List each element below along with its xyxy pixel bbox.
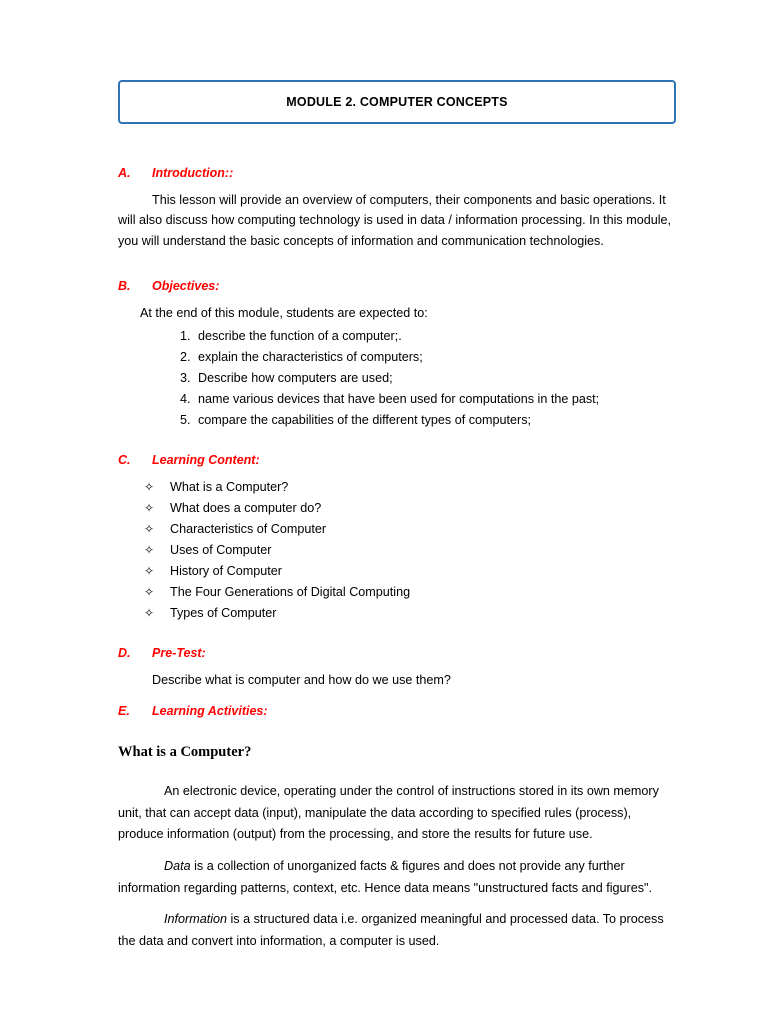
list-item-label: History of Computer xyxy=(170,563,282,578)
learning-content-list xyxy=(118,477,676,623)
subheading-what-is-a-computer: What is a Computer? xyxy=(118,744,252,761)
section-letter-learning-content: C. xyxy=(118,453,131,468)
list-item xyxy=(144,540,676,561)
section-heading-introduction xyxy=(118,166,676,180)
section-letter-pretest: D. xyxy=(118,645,131,660)
module-title-box xyxy=(118,80,676,124)
list-item xyxy=(144,603,676,624)
list-item: 4. name various devices that have been used for computations in the past; xyxy=(194,389,676,410)
list-item: 3. Describe how computers are used; xyxy=(194,368,676,389)
diamond-bullet-icon: ✧ xyxy=(144,543,155,558)
diamond-bullet-icon: ✧ xyxy=(144,563,155,578)
diamond-bullet-icon: ✧ xyxy=(144,501,155,516)
list-item: 1. describe the function of a computer;. xyxy=(194,326,676,347)
section-heading-learning-activities xyxy=(118,704,676,718)
information-text: is a structured data i.e. organized meaningful and processed data. To process the data and convert into information, a computer is used. xyxy=(118,912,664,949)
objectives-intro: At the end of this module, students are expected to: xyxy=(140,306,428,321)
diamond-bullet-icon: ✧ xyxy=(144,480,155,495)
section-title-learning-content: Learning Content: xyxy=(152,453,260,468)
pretest-question: Describe what is computer and how do we use them? xyxy=(152,672,451,687)
section-heading-objectives xyxy=(118,279,676,293)
section-title-learning-activities: Learning Activities: xyxy=(152,704,268,719)
section-letter-introduction: A. xyxy=(118,166,131,180)
diamond-bullet-icon: ✧ xyxy=(144,605,155,620)
data-paragraph xyxy=(118,856,676,899)
definition-text: An electronic device, operating under the control of instructions stored in its own memory unit, that can accept data (input), manipulate the data according to specified rules (process), produce information (output) from the processing, and store the results for future use. xyxy=(118,784,659,842)
data-text: is a collection of unorganized facts & figures and does not provide any further information regarding patterns, context, etc. Hence data means "unstructured facts and figures". xyxy=(118,859,652,895)
section-heading-pretest xyxy=(118,646,676,660)
list-item-label: What does a computer do? xyxy=(170,501,322,516)
page-title: MODULE 2. COMPUTER CONCEPTS xyxy=(286,95,508,109)
section-letter-learning-activities: E. xyxy=(118,704,130,719)
definition-paragraph xyxy=(118,781,676,846)
list-item-label: The Four Generations of Digital Computing xyxy=(170,584,411,599)
list-item-label: Characteristics of Computer xyxy=(170,522,327,537)
list-item: 5. compare the capabilities of the different types of computers; xyxy=(194,410,676,431)
list-item-label: Types of Computer xyxy=(170,605,277,620)
objectives-block xyxy=(140,303,676,431)
introduction-paragraph: This lesson will provide an overview of computers, their components and basic operations. It will also discuss how computing technology is used in data / information processing. In this module, you will understand the basic concepts of information and communication technologies. xyxy=(118,193,672,248)
term-data: Data xyxy=(164,859,191,874)
objectives-list xyxy=(140,326,676,432)
list-item: 2. explain the characteristics of computers; xyxy=(194,347,676,368)
list-item xyxy=(144,498,676,519)
list-item xyxy=(144,477,676,498)
section-heading-learning-content xyxy=(118,453,676,467)
diamond-bullet-icon: ✧ xyxy=(144,522,155,537)
list-item xyxy=(144,561,676,582)
section-title-objectives: Objectives: xyxy=(152,279,220,294)
information-paragraph xyxy=(118,909,676,952)
diamond-bullet-icon: ✧ xyxy=(144,584,155,599)
list-item xyxy=(144,582,676,603)
section-title-pretest: Pre-Test: xyxy=(152,645,206,660)
section-title-introduction: Introduction:: xyxy=(152,166,234,180)
section-letter-objectives: B. xyxy=(118,279,131,294)
list-item-label: Uses of Computer xyxy=(170,543,272,558)
list-item-label: What is a Computer? xyxy=(170,480,289,495)
list-item xyxy=(144,519,676,540)
term-information: Information xyxy=(164,912,227,927)
